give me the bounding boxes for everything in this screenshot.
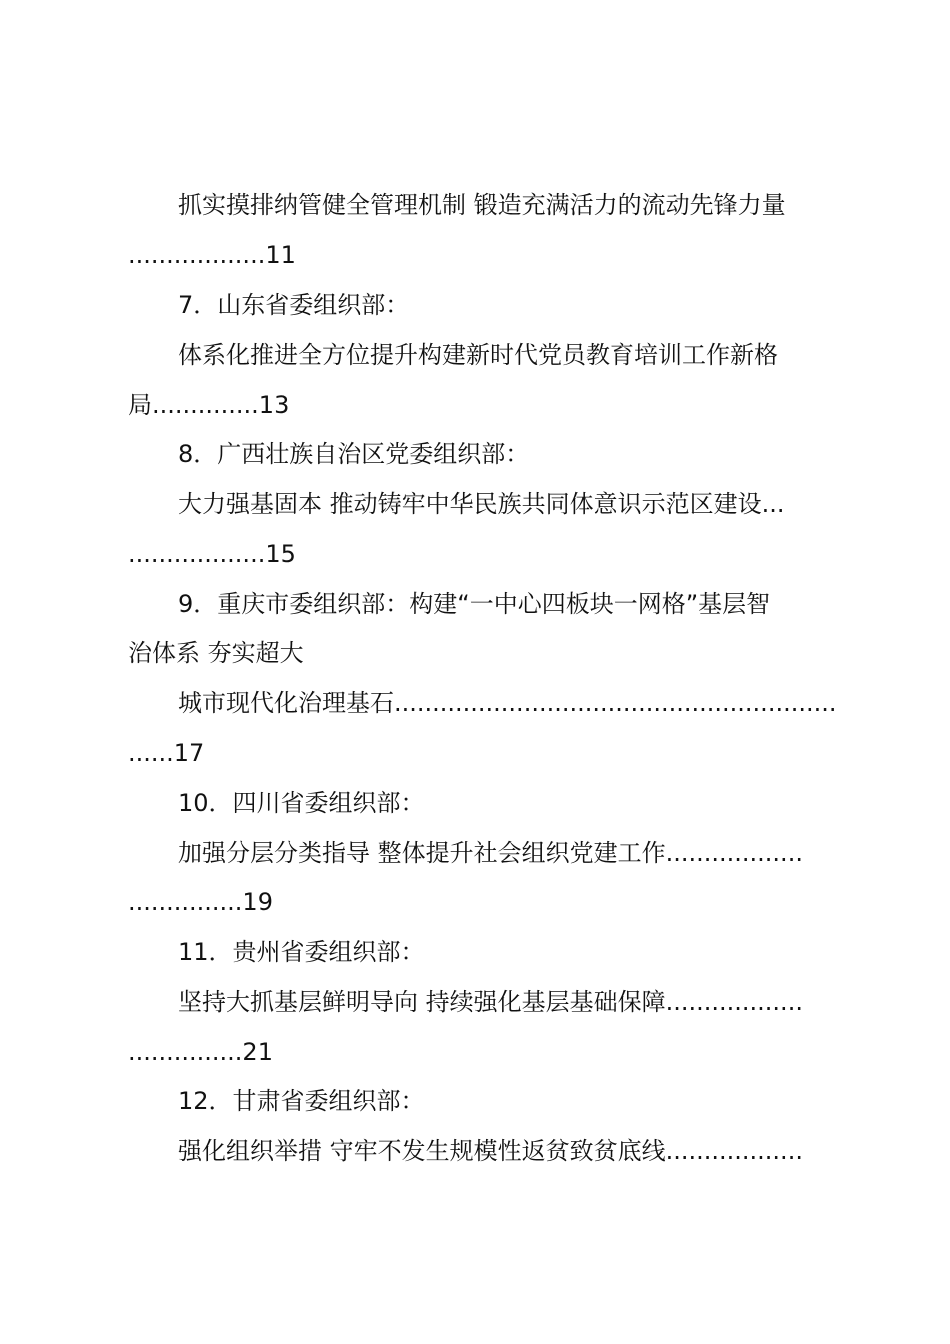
toc-entry-title: 城市现代化治理基石.......................................................... xyxy=(178,689,837,717)
toc-section-heading: 8．广西壮族自治区党委组织部： xyxy=(178,440,530,468)
toc-entry-title: 加强分层分类指导 整体提升社会组织党建工作.................. xyxy=(178,839,803,867)
toc-section-heading: 7．山东省委组织部： xyxy=(178,291,410,319)
toc-section-heading: 10．四川省委组织部： xyxy=(178,789,425,817)
toc-entry-title: 大力强基固本 推动铸牢中华民族共同体意识示范区建设... xyxy=(178,490,785,518)
toc-leader-page-number: ...............21 xyxy=(128,1038,273,1066)
toc-leader-page-number: ..................15 xyxy=(128,540,296,568)
toc-entry-title: 强化组织举措 守牢不发生规模性返贫致贫底线.................. xyxy=(178,1137,803,1165)
toc-entry-title: 坚持大抓基层鲜明导向 持续强化基层基础保障.................. xyxy=(178,988,803,1016)
toc-leader-page-number: ..................11 xyxy=(128,241,296,269)
toc-section-heading: 9．重庆市委组织部：构建“一中心四板块一网格”基层智 xyxy=(178,590,771,618)
toc-entry-title: 抓实摸排纳管健全管理机制 锻造充满活力的流动先锋力量 xyxy=(178,191,786,219)
toc-entry-title: 体系化推进全方位提升构建新时代党员教育培训工作新格 xyxy=(178,341,778,369)
toc-leader-page-number: ...............19 xyxy=(128,888,273,916)
toc-section-heading: 11．贵州省委组织部： xyxy=(178,938,425,966)
toc-section-heading-continuation: 治体系 夯实超大 xyxy=(128,639,304,667)
toc-leader-page-number: ......17 xyxy=(128,739,205,767)
toc-entry-title-continuation: 局..............13 xyxy=(128,391,290,419)
toc-section-heading: 12．甘肃省委组织部： xyxy=(178,1087,425,1115)
